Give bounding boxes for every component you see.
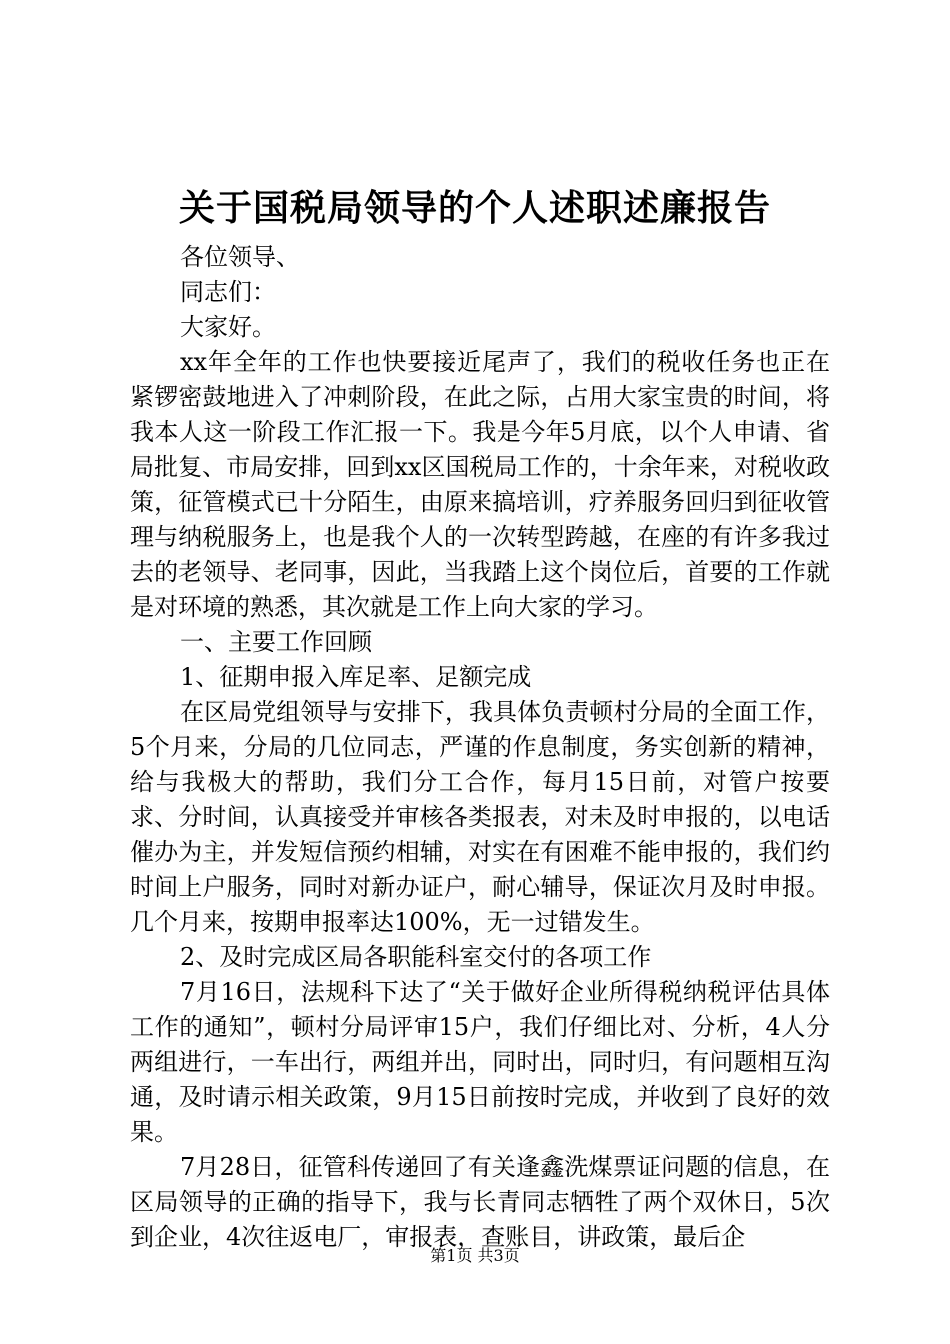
section-heading-review: 一、主要工作回顾 [180, 628, 372, 656]
subheading-declaration: 1、征期申报入库足率、足额完成 [180, 663, 532, 691]
document-title: 关于国税局领导的个人述职述廉报告 [178, 187, 771, 229]
document-body [130, 240, 830, 1255]
paragraph-july-16: 7月16日，法规科下达了“关于做好企业所得税纳税评估具体工作的通知”，顿村分局评审15户，我们仔细比对、分析，4人分两组进行，一车出行，两组并出，同时出，同时归，有问题相互沟通，及时请示相关政策，9月15日前按时完成，并收到了良好的效果。 [130, 978, 830, 1146]
salutation-comrades: 同志们： [180, 278, 276, 306]
paragraph-july-28: 7月28日，征管科传递回了有关逢鑫洗煤票证问题的信息，在区局领导的正确的指导下，我与长青同志牺牲了两个双休日，5次到企业，4次往返电厂，审报表，查账目，讲政策，最后企 [130, 1153, 830, 1251]
intro-paragraph: xx年全年的工作也快要接近尾声了，我们的税收任务也正在紧锣密鼓地进入了冲刺阶段，在此之际，占用大家宝贵的时间，将我本人这一阶段工作汇报一下。我是今年5月底，以个人申请、省局批复、市局安排，回到xx区国税局工作的，十余年来，对税收政策，征管模式已十分陌生，由原来搞培训，疗养服务回归到征收管理与纳税服务上，也是我个人的一次转型跨越，在座的有许多我过去的老领导、老同事，因此，当我踏上这个岗位后，首要的工作就是对环境的熟悉，其次就是工作上向大家的学习。 [130, 348, 830, 621]
greeting: 大家好。 [180, 313, 276, 341]
page-footer: 第1页 共3页 [430, 1246, 520, 1265]
paragraph-declaration: 在区局党组领导与安排下，我具体负责顿村分局的全面工作，5个月来，分局的几位同志，严谨的作息制度，务实创新的精神，给与我极大的帮助，我们分工合作，每月15日前，对管户按要求、分时间，认真接受并审核各类报表，对未及时申报的，以电话催办为主，并发短信预约相辅，对实在有困难不能申报的，我们约时间上户服务，同时对新办证户，耐心辅导，保证次月及时申报。几个月来，按期申报率达100%，无一过错发生。 [130, 698, 830, 936]
subheading-tasks: 2、及时完成区局各职能科室交付的各项工作 [180, 943, 652, 971]
salutation-leaders: 各位领导、 [180, 243, 300, 271]
